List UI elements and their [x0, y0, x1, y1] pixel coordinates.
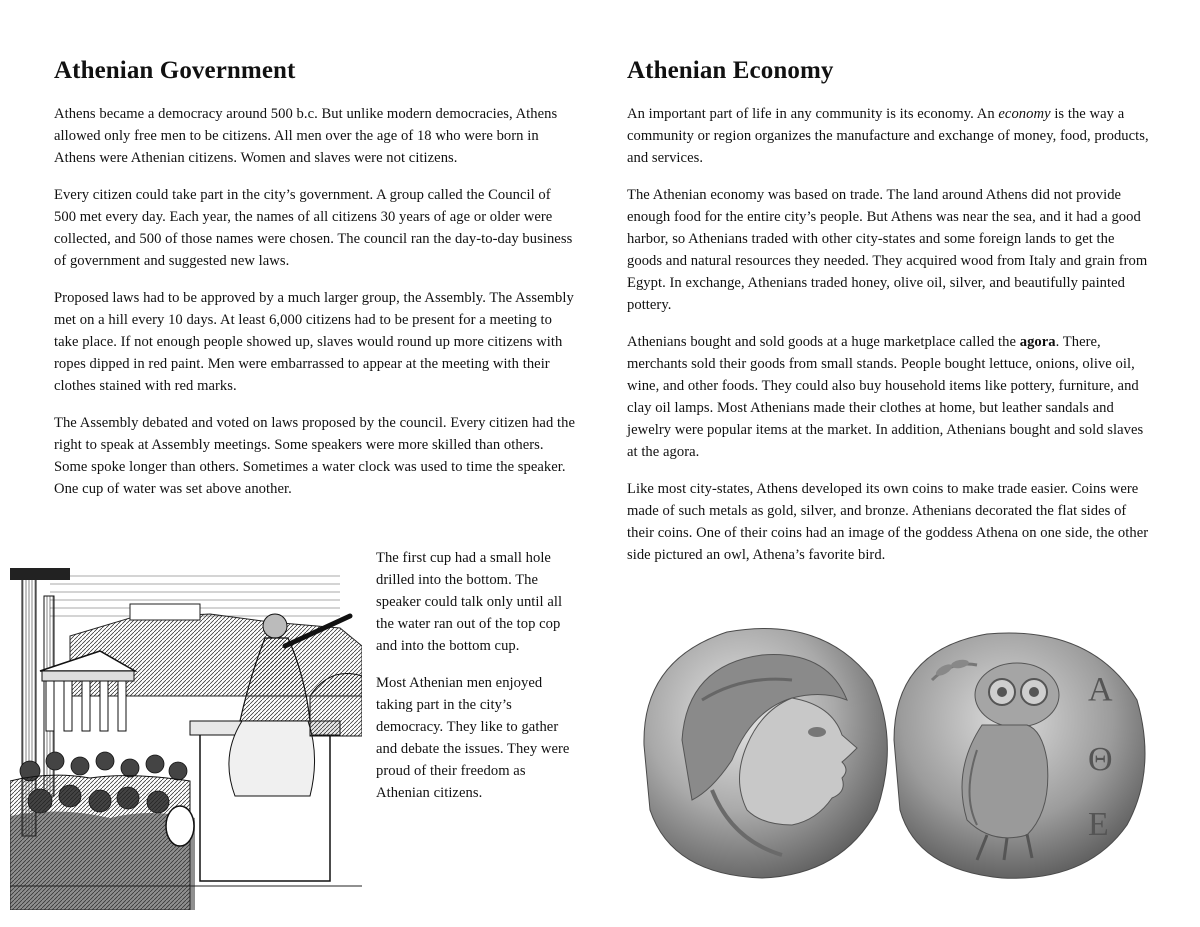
economy-column [627, 56, 1152, 581]
economy-paragraph-2: The Athenian economy was based on trade. The land around Athens did not provide enough food for the entire city’s people. But Athens was near the sea, and it had a good harbor, so Athenians traded with other city-states and some foreign lands to get the goods and natural resources they needed. They acquired wood from Italy and grain from Egypt. In exchange, Athenians traded honey, olive oil, silver, and beautifully painted pottery. [627, 187, 1148, 313]
economy-p3-text-b: . There, merchants sold their goods from small stands. People bought lettuce, onions, olive oil, wine, and other foods. They could also buy household items like pottery, furniture, and clay oil lamps. Most Athenians made their clothes at home, but leather sandals and jewelry were popular items at the market. In addition, Athenians bought and sold slaves at the agora. [627, 334, 1144, 460]
economy-title: Athenian Economy [627, 57, 834, 84]
assembly-illustration [10, 556, 362, 910]
coins-drawing [632, 620, 1152, 882]
government-column [54, 56, 576, 515]
economy-paragraph-1 [627, 103, 1152, 169]
athena-coin [644, 628, 887, 878]
government-wrap-text [376, 547, 576, 819]
economy-p3-text-a: Athenians bought and sold goods at a huge marketplace called the [627, 334, 1020, 350]
economy-paragraph-3 [627, 331, 1152, 463]
government-paragraph-1: Athens became a democracy around 500 b.c. But unlike modern democracies, Athens allowed only free men to be citizens. All men over the age of 18 who were born in Athens were Athenian citizens. Women and slaves were not citizens. [54, 106, 558, 166]
assembly-drawing [10, 556, 362, 910]
economy-paragraph-4: Like most city-states, Athens developed its own coins to make trade easier. Coins were made of such metals as gold, silver, and bronze. Athenians decorated the flat sides of their coins. One of their coins had an image of the goddess Athena on one side, the other side pictured an owl, Athena’s favorite bird. [627, 481, 1149, 563]
government-paragraph-4: The Assembly debated and voted on laws proposed by the council. Every citizen had the right to speak at Assembly meetings. Some speakers were more skilled than others. Some spoke longer than others. Sometimes a water clock was used to time the speaker. One cup of water was set above another. [54, 415, 575, 497]
government-paragraph-6: Most Athenian men enjoyed taking part in the city’s democracy. They like to gather and debate the issues. They were proud of their freedom as Athenian citizens. [376, 675, 570, 801]
coin-letter-alpha: Α [1088, 671, 1113, 708]
owl-coin [894, 633, 1145, 878]
agora-term: agora [1019, 334, 1056, 350]
government-title: Athenian Government [54, 57, 296, 84]
government-paragraph-2: Every citizen could take part in the city’s government. A group called the Council of 500 met every day. Each year, the names of all citizens 30 years of age or older were collected, and 500 of those names were chosen. The council ran the day-to-day business of government and suggested new laws. [54, 187, 573, 269]
athenian-coins-image [632, 620, 1152, 882]
government-paragraph-3: Proposed laws had to be approved by a much larger group, the Assembly. The Assembly met on a hill every 10 days. At least 6,000 citizens had to be present for a meeting to take place. If not enough people showed up, slaves would round up more citizens with ropes dipped in red paint. Men were embarrassed to appear at the meeting with their clothes stained with red marks. [54, 290, 574, 394]
coin-letter-epsilon: Ε [1088, 806, 1109, 843]
economy-p1-text-b: is the way a community or region organizes the manufacture and exchange of money, food, products, and services. [627, 106, 1149, 166]
coin-letter-theta: Θ [1088, 741, 1113, 778]
economy-p1-text-a: An important part of life in any community is its economy. An [627, 106, 999, 122]
economy-term: economy [998, 106, 1051, 122]
government-paragraph-5: The first cup had a small hole drilled into the bottom. The speaker could talk only until all the water ran out of the top cop and into the bottom cup. [376, 550, 563, 654]
